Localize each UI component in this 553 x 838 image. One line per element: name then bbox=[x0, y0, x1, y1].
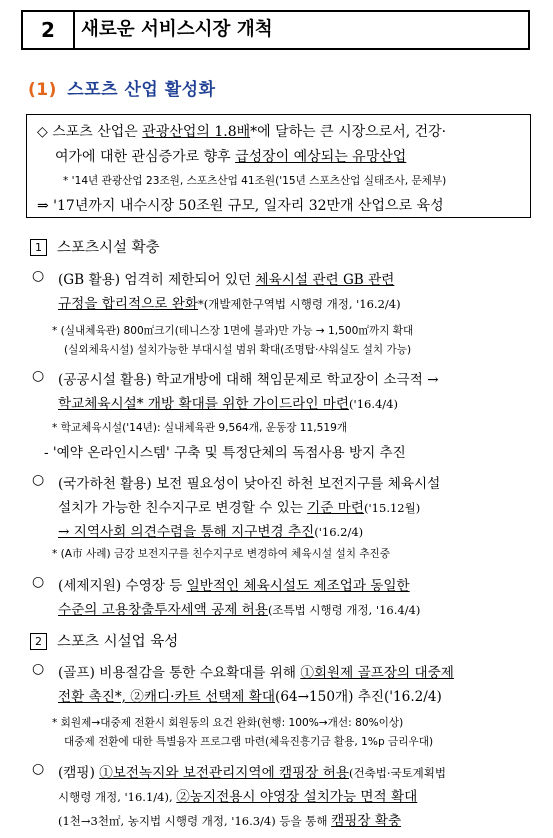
text: 일반적인 체육시설도 제조업과 동일한 bbox=[186, 578, 410, 594]
summary-line-1 bbox=[37, 121, 446, 141]
bullet-icon: ○ bbox=[32, 472, 45, 488]
camp-line-3 bbox=[58, 809, 401, 829]
summary-line-2 bbox=[55, 146, 406, 166]
river-line-2 bbox=[58, 496, 420, 516]
camp-line-1 bbox=[58, 761, 446, 781]
gb-line-2 bbox=[58, 292, 401, 312]
text: 규정을 합리적으로 완화 bbox=[58, 296, 198, 312]
text: 캠핑장 확충 bbox=[331, 813, 402, 829]
chapter-number: 2 bbox=[23, 12, 75, 48]
text: 여가에 대한 관심증가로 향후 bbox=[55, 149, 236, 165]
golf-line-2 bbox=[58, 685, 442, 705]
subsection-heading-1 bbox=[30, 236, 160, 257]
river-note-1: * (A市 사례) 금강 보전지구를 친수지구로 변경하여 체육시설 설치 추진중 bbox=[52, 548, 391, 560]
gb-line-1 bbox=[58, 268, 394, 288]
text: (64→150개) 추진('16.2/4) bbox=[275, 689, 442, 705]
subsection-number: 2 bbox=[30, 633, 47, 650]
bullet-icon: ○ bbox=[32, 368, 45, 384]
tax-line-1 bbox=[58, 574, 410, 594]
text: 수준의 고용창출투자세액 공제 허용 bbox=[58, 602, 268, 618]
text: (조특법 시행령 개정, '16.4/4) bbox=[267, 603, 421, 617]
chapter-header bbox=[21, 10, 530, 50]
text: ('16.4/4) bbox=[349, 397, 398, 411]
text: 설치가 가능한 친수지구로 변경할 수 있는 bbox=[58, 500, 308, 516]
text: 학교체육시설* 개방 확대를 위한 가이드라인 마련 bbox=[58, 396, 350, 412]
text: ◇ 스포츠 산업은 bbox=[37, 124, 143, 140]
school-line-2 bbox=[58, 392, 398, 412]
text: ('15.12월) bbox=[364, 501, 421, 515]
text: *에 달하는 큰 시장으로서, 건강· bbox=[250, 124, 447, 140]
summary-box bbox=[26, 114, 531, 218]
subsection-heading-2 bbox=[30, 630, 178, 651]
text: ('16.2/4) bbox=[314, 525, 364, 539]
summary-result: ⇒ '17년까지 내수시장 50조원 규모, 일자리 32만개 산업으로 육성 bbox=[37, 198, 444, 214]
gb-note-1: * (실내체육관) 800㎡크기(테니스장 1면에 불과)만 가능 → 1,500㎡까지 확대 bbox=[52, 325, 414, 337]
chapter-title: 새로운 서비스시장 개척 bbox=[81, 19, 273, 40]
text: 체육시설 관련 GB 관련 bbox=[255, 272, 395, 288]
school-dash-item: - '예약 온라인시스템' 구축 및 특정단체의 독점사용 방지 추진 bbox=[44, 445, 406, 461]
subsection-title: 스포츠시설 확충 bbox=[57, 240, 160, 256]
text: ①보전녹지와 보전관리지역에 캠핑장 허용 bbox=[99, 765, 349, 781]
text: → 지역사회 의견수렴을 통해 지구변경 추진 bbox=[58, 524, 315, 540]
text: (GB 활용) 엄격히 제한되어 있던 bbox=[58, 272, 256, 288]
school-line-1: (공공시설 활용) 학교개방에 대해 책임문제로 학교장이 소극적 → bbox=[58, 372, 439, 388]
section-heading bbox=[28, 75, 216, 100]
subsection-title: 스포츠 시설업 육성 bbox=[57, 634, 179, 650]
text: ①회원제 골프장의 대중제 bbox=[300, 665, 454, 681]
text: (세제지원) 수영장 등 bbox=[58, 578, 187, 594]
subsection-number: 1 bbox=[30, 239, 47, 256]
bullet-icon: ○ bbox=[32, 761, 45, 777]
text: 급성장이 예상되는 유망산업 bbox=[235, 149, 407, 165]
bullet-icon: ○ bbox=[32, 661, 45, 677]
text: 전환 촉진*, ②캐디·카트 선택제 확대 bbox=[58, 689, 276, 705]
text: (골프) 비용절감을 통한 수요확대를 위해 bbox=[58, 665, 301, 681]
text: 시행령 개정, '16.1/4), bbox=[58, 790, 177, 804]
river-line-3 bbox=[58, 520, 363, 540]
bullet-icon: ○ bbox=[32, 574, 45, 590]
golf-note-1: * 회원제→대중제 전환시 회원동의 요건 완화(현행: 100%→개선: 80%이상) bbox=[52, 717, 404, 729]
bullet-icon: ○ bbox=[32, 268, 45, 284]
text: ②농지전용시 야영장 설치가능 면적 확대 bbox=[176, 789, 418, 805]
text: 기준 마련 bbox=[307, 500, 365, 516]
text: (캠핑) bbox=[58, 765, 100, 781]
river-line-1: (국가하천 활용) 보전 필요성이 낮아진 하천 보전지구를 체육시설 bbox=[58, 476, 441, 492]
golf-line-1 bbox=[58, 661, 454, 681]
tax-line-2 bbox=[58, 598, 420, 618]
text: *(개발제한구역법 시행령 개정, '16.2/4) bbox=[197, 297, 401, 311]
text: 관광산업의 1.8배 bbox=[142, 124, 251, 140]
summary-footnote: * '14년 관광산업 23조원, 스포츠산업 41조원('15년 스포츠산업 실태조사, 문체부) bbox=[63, 175, 447, 187]
golf-note-2: 대중제 전환에 대한 특별융자 프로그램 마련(체육진흥기금 활용, 1%p 금리우대) bbox=[64, 736, 434, 748]
gb-note-2: (실외체육시설) 설치가능한 부대시설 범위 확대(조명탑·샤워실도 설치 가능) bbox=[64, 344, 412, 356]
section-title: 스포츠 산업 활성화 bbox=[67, 80, 216, 100]
text: (1천→3천㎡, 농지법 시행령 개정, '16.3/4) 등을 통해 bbox=[58, 814, 332, 828]
camp-line-2 bbox=[58, 785, 417, 805]
school-note-1: * 학교체육시설('14년): 실내체육관 9,564개, 운동장 11,519개 bbox=[52, 422, 348, 434]
section-number: (1) bbox=[28, 80, 57, 100]
text: (건축법·국토계획법 bbox=[349, 766, 447, 780]
